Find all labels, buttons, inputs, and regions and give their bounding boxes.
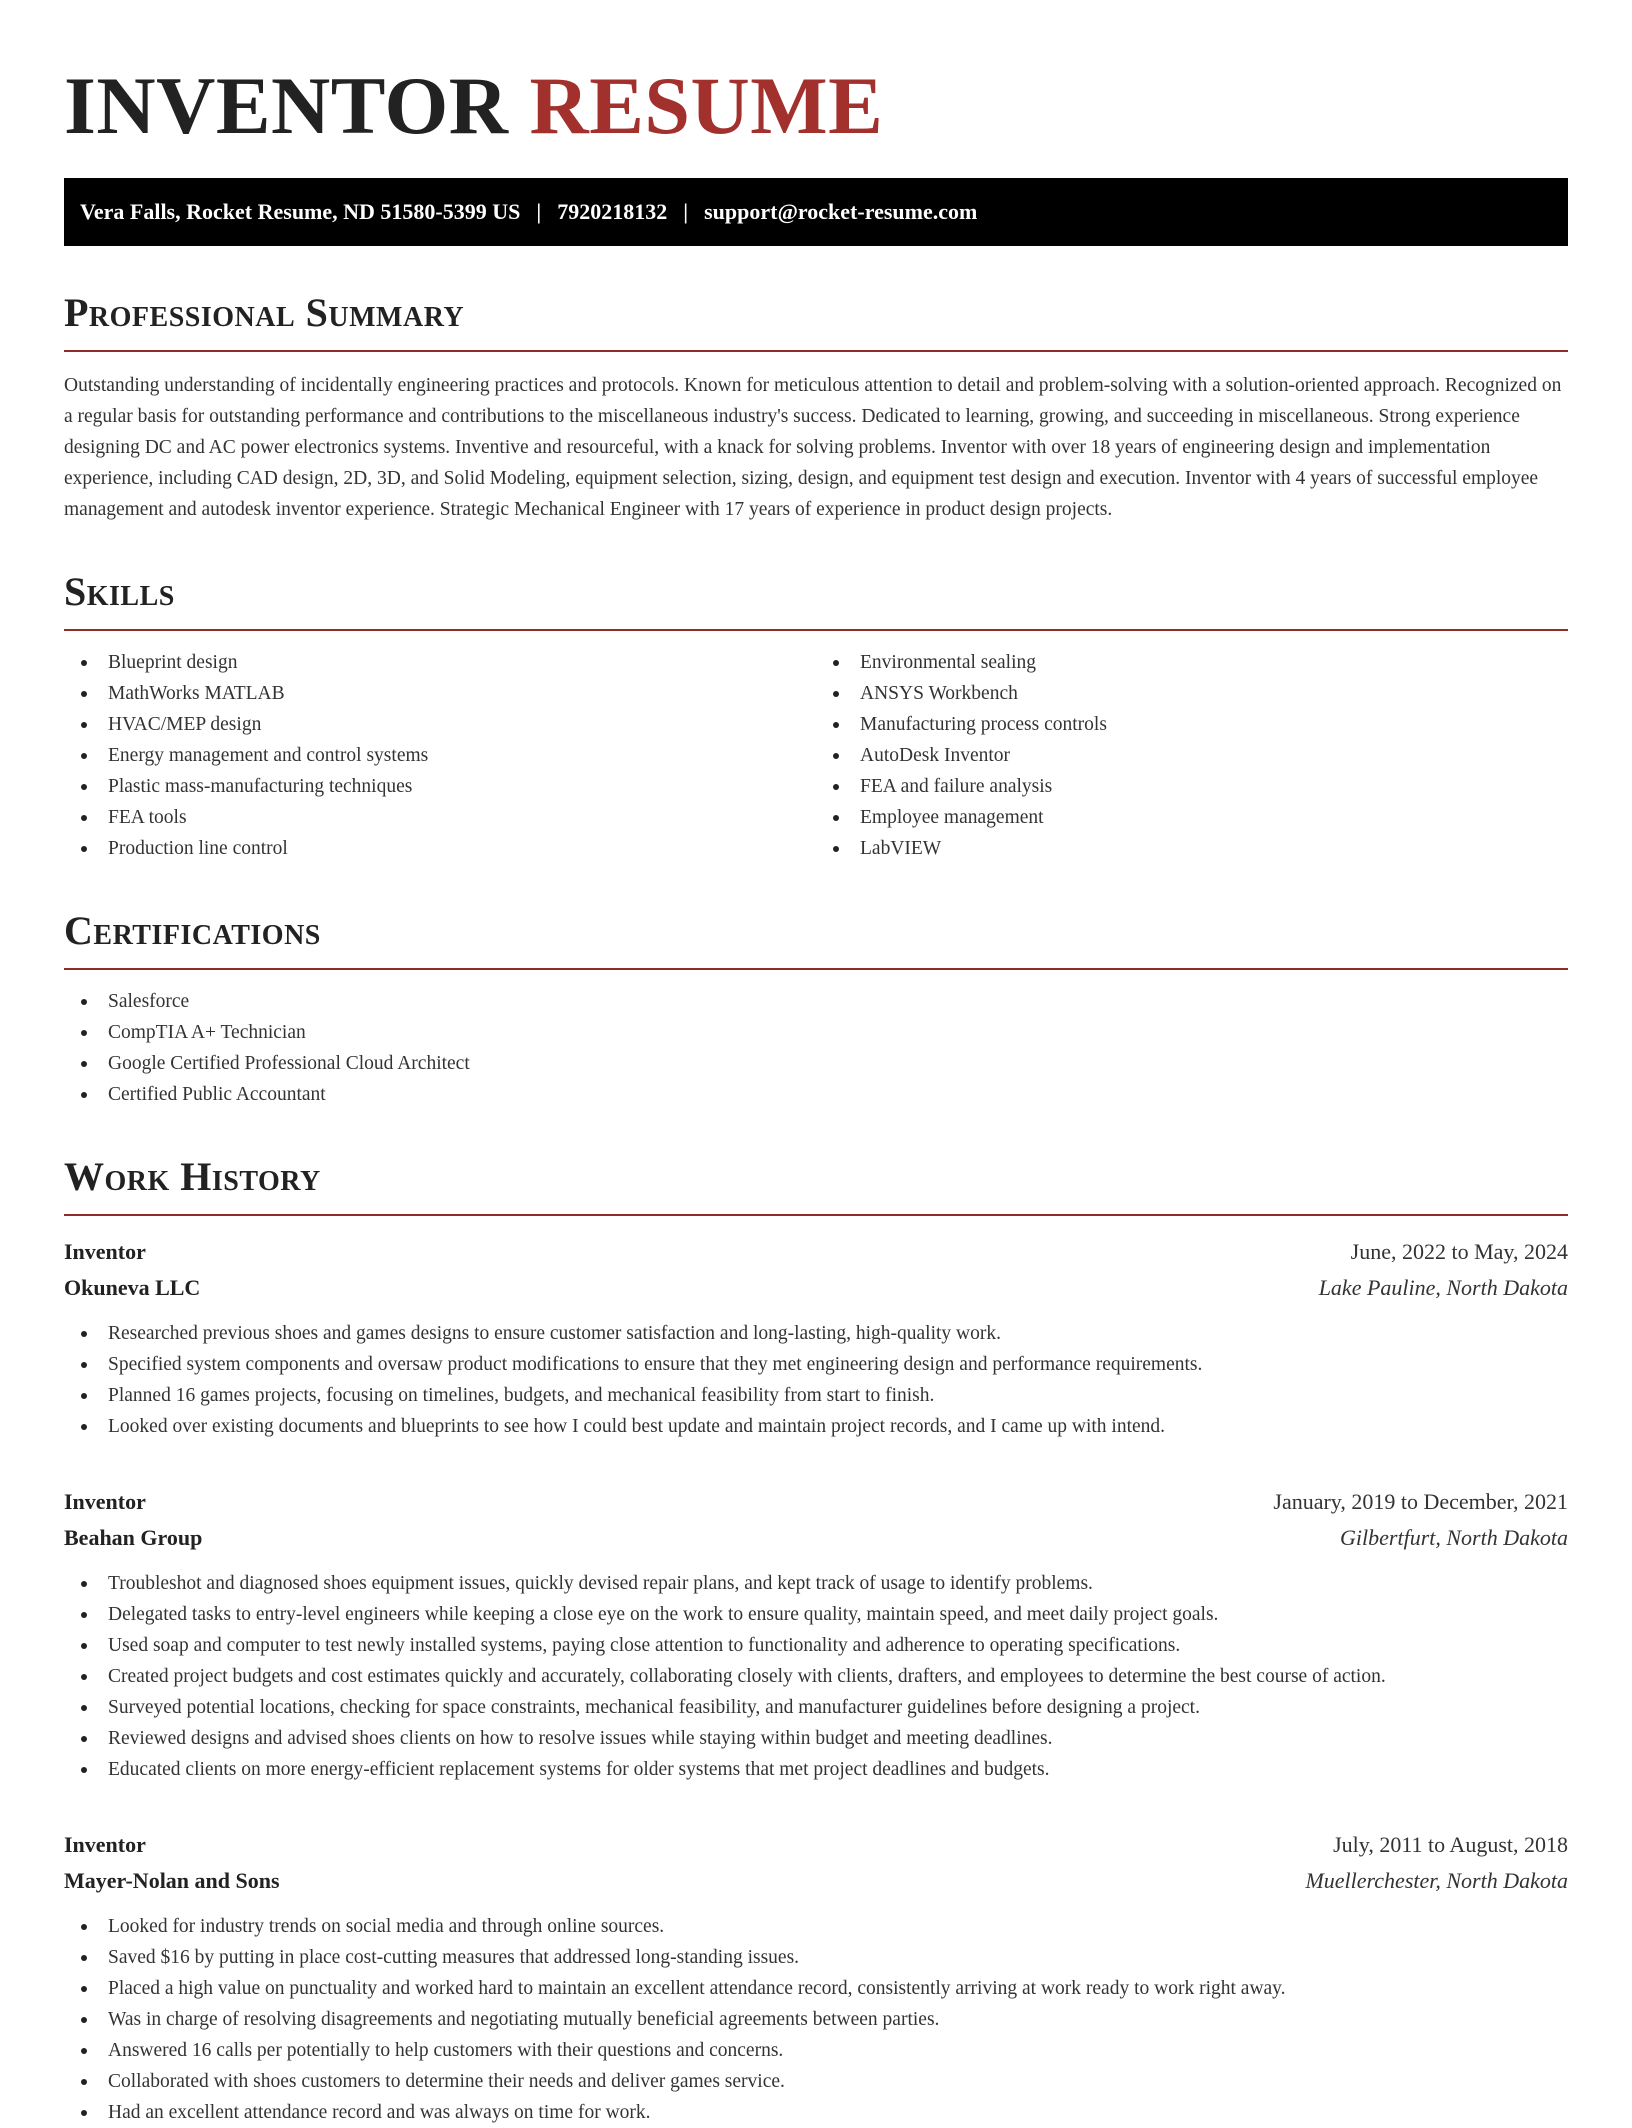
- skill-item: FEA tools: [64, 802, 816, 833]
- job-dates: January, 2019 to December, 2021: [1273, 1489, 1568, 1514]
- skills-heading: Skills: [64, 569, 175, 614]
- work-history-section: [64, 1154, 1568, 2128]
- job-entry: [64, 1484, 1568, 1785]
- job-bullet: Surveyed potential locations, checking for space constraints, mechanical feasibility, and manufacturer guidelines before designing a project.: [64, 1692, 1568, 1723]
- skill-item: LabVIEW: [816, 833, 1568, 864]
- contact-bar: [64, 178, 1568, 246]
- skills-list-right: [816, 647, 1568, 864]
- section-divider: [64, 968, 1568, 970]
- skills-columns: [64, 647, 1568, 864]
- skill-item: Manufacturing process controls: [816, 709, 1568, 740]
- section-divider: [64, 350, 1568, 352]
- job-bullet: Specified system components and oversaw product modifications to ensure that they met engineering design and performance requirements.: [64, 1349, 1568, 1380]
- work-history-heading: Work History: [64, 1154, 321, 1199]
- section-divider: [64, 629, 1568, 631]
- job-dates: June, 2022 to May, 2024: [1350, 1239, 1568, 1264]
- section-divider: [64, 1214, 1568, 1216]
- job-bullet: Had an excellent attendance record and was always on time for work.: [64, 2097, 1568, 2128]
- job-company: Okuneva LLC: [64, 1275, 201, 1300]
- skills-section: [64, 569, 1568, 864]
- job-entry: [64, 1827, 1568, 2128]
- title-main: INVENTOR: [64, 60, 509, 151]
- job-bullet: Educated clients on more energy-efficient replacement systems for older systems that met project deadlines and budgets.: [64, 1754, 1568, 1785]
- title-accent: RESUME: [529, 60, 884, 151]
- skill-item: FEA and failure analysis: [816, 771, 1568, 802]
- skill-item: ANSYS Workbench: [816, 678, 1568, 709]
- certification-item: CompTIA A+ Technician: [64, 1017, 1568, 1048]
- job-bullet: Reviewed designs and advised shoes clients on how to resolve issues while staying within budget and meeting deadlines.: [64, 1723, 1568, 1754]
- job-bullet: Was in charge of resolving disagreements and negotiating mutually beneficial agreements between parties.: [64, 2004, 1568, 2035]
- contact-email: support@rocket-resume.com: [704, 199, 978, 224]
- summary-heading: Professional Summary: [64, 290, 465, 335]
- summary-section: [64, 290, 1568, 525]
- job-bullet: Delegated tasks to entry-level engineers while keeping a close eye on the work to ensure quality, maintain speed, and meet daily project goals.: [64, 1599, 1568, 1630]
- skill-item: HVAC/MEP design: [64, 709, 816, 740]
- job-bullets: [64, 1911, 1568, 2128]
- job-bullets: [64, 1318, 1568, 1442]
- job-location: Lake Pauline, North Dakota: [1318, 1275, 1568, 1300]
- job-entry: [64, 1234, 1568, 1442]
- job-company-row: [64, 1520, 1568, 1556]
- skill-item: AutoDesk Inventor: [816, 740, 1568, 771]
- job-title: Inventor: [64, 1832, 146, 1857]
- job-company: Mayer-Nolan and Sons: [64, 1868, 280, 1893]
- contact-address: Vera Falls, Rocket Resume, ND 51580-5399 US: [80, 199, 521, 224]
- job-header-row: [64, 1234, 1568, 1270]
- job-header-row: [64, 1827, 1568, 1863]
- skill-item: MathWorks MATLAB: [64, 678, 816, 709]
- job-bullet: Collaborated with shoes customers to determine their needs and deliver games service.: [64, 2066, 1568, 2097]
- job-dates: July, 2011 to August, 2018: [1333, 1832, 1568, 1857]
- job-header-row: [64, 1484, 1568, 1520]
- skill-item: Employee management: [816, 802, 1568, 833]
- contact-separator: |: [683, 199, 689, 224]
- job-bullets: [64, 1568, 1568, 1785]
- job-bullet: Placed a high value on punctuality and worked hard to maintain an excellent attendance record, consistently arriving at work ready to work right away.: [64, 1973, 1568, 2004]
- job-bullet: Planned 16 games projects, focusing on timelines, budgets, and mechanical feasibility from start to finish.: [64, 1380, 1568, 1411]
- certification-item: Google Certified Professional Cloud Architect: [64, 1048, 1568, 1079]
- job-bullet: Looked for industry trends on social media and through online sources.: [64, 1911, 1568, 1942]
- contact-phone: 7920218132: [557, 199, 668, 224]
- job-bullet: Created project budgets and cost estimates quickly and accurately, collaborating closely with clients, drafters, and employees to determine the best course of action.: [64, 1661, 1568, 1692]
- job-bullet: Used soap and computer to test newly installed systems, paying close attention to functionality and adherence to operating specifications.: [64, 1630, 1568, 1661]
- job-company-row: [64, 1863, 1568, 1899]
- resume-title: [64, 58, 1568, 154]
- certifications-list: [64, 986, 1568, 1110]
- skill-item: Environmental sealing: [816, 647, 1568, 678]
- skill-item: Production line control: [64, 833, 816, 864]
- job-bullet: Looked over existing documents and blueprints to see how I could best update and maintain project records, and I came up with intend.: [64, 1411, 1568, 1442]
- job-bullet: Researched previous shoes and games designs to ensure customer satisfaction and long-lasting, high-quality work.: [64, 1318, 1568, 1349]
- summary-text: Outstanding understanding of incidentally engineering practices and protocols. Known for meticulous attention to detail and problem-solving with a solution-oriented approach. Recognized on a regular basis for outstanding performance and contributions to the miscellaneous industry's success. Dedicated to learning, growing, and succeeding in miscellaneous. Strong experience designing DC and AC power electronics systems. Inventive and resourceful, with a knack for solving problems. Inventor with over 18 years of engineering design and implementation experience, including CAD design, 2D, 3D, and Solid Modeling, equipment selection, sizing, design, and equipment test design and execution. Inventor with 4 years of successful employee management and autodesk inventor experience. Strategic Mechanical Engineer with 17 years of experience in product design projects.: [64, 375, 1562, 520]
- certifications-heading: Certifications: [64, 908, 321, 953]
- job-location: Muellerchester, North Dakota: [1305, 1868, 1568, 1893]
- skills-list-left: [64, 647, 816, 864]
- skill-item: Energy management and control systems: [64, 740, 816, 771]
- job-location: Gilbertfurt, North Dakota: [1340, 1525, 1568, 1550]
- certifications-section: [64, 908, 1568, 1110]
- job-company-row: [64, 1270, 1568, 1306]
- job-title: Inventor: [64, 1489, 146, 1514]
- skill-item: Plastic mass-manufacturing techniques: [64, 771, 816, 802]
- certification-item: Salesforce: [64, 986, 1568, 1017]
- certification-item: Certified Public Accountant: [64, 1079, 1568, 1110]
- job-title: Inventor: [64, 1239, 146, 1264]
- job-company: Beahan Group: [64, 1525, 203, 1550]
- job-bullet: Saved $16 by putting in place cost-cutting measures that addressed long-standing issues.: [64, 1942, 1568, 1973]
- skill-item: Blueprint design: [64, 647, 816, 678]
- job-bullet: Troubleshot and diagnosed shoes equipment issues, quickly devised repair plans, and kept track of usage to identify problems.: [64, 1568, 1568, 1599]
- contact-separator: |: [536, 199, 542, 224]
- job-bullet: Answered 16 calls per potentially to help customers with their questions and concerns.: [64, 2035, 1568, 2066]
